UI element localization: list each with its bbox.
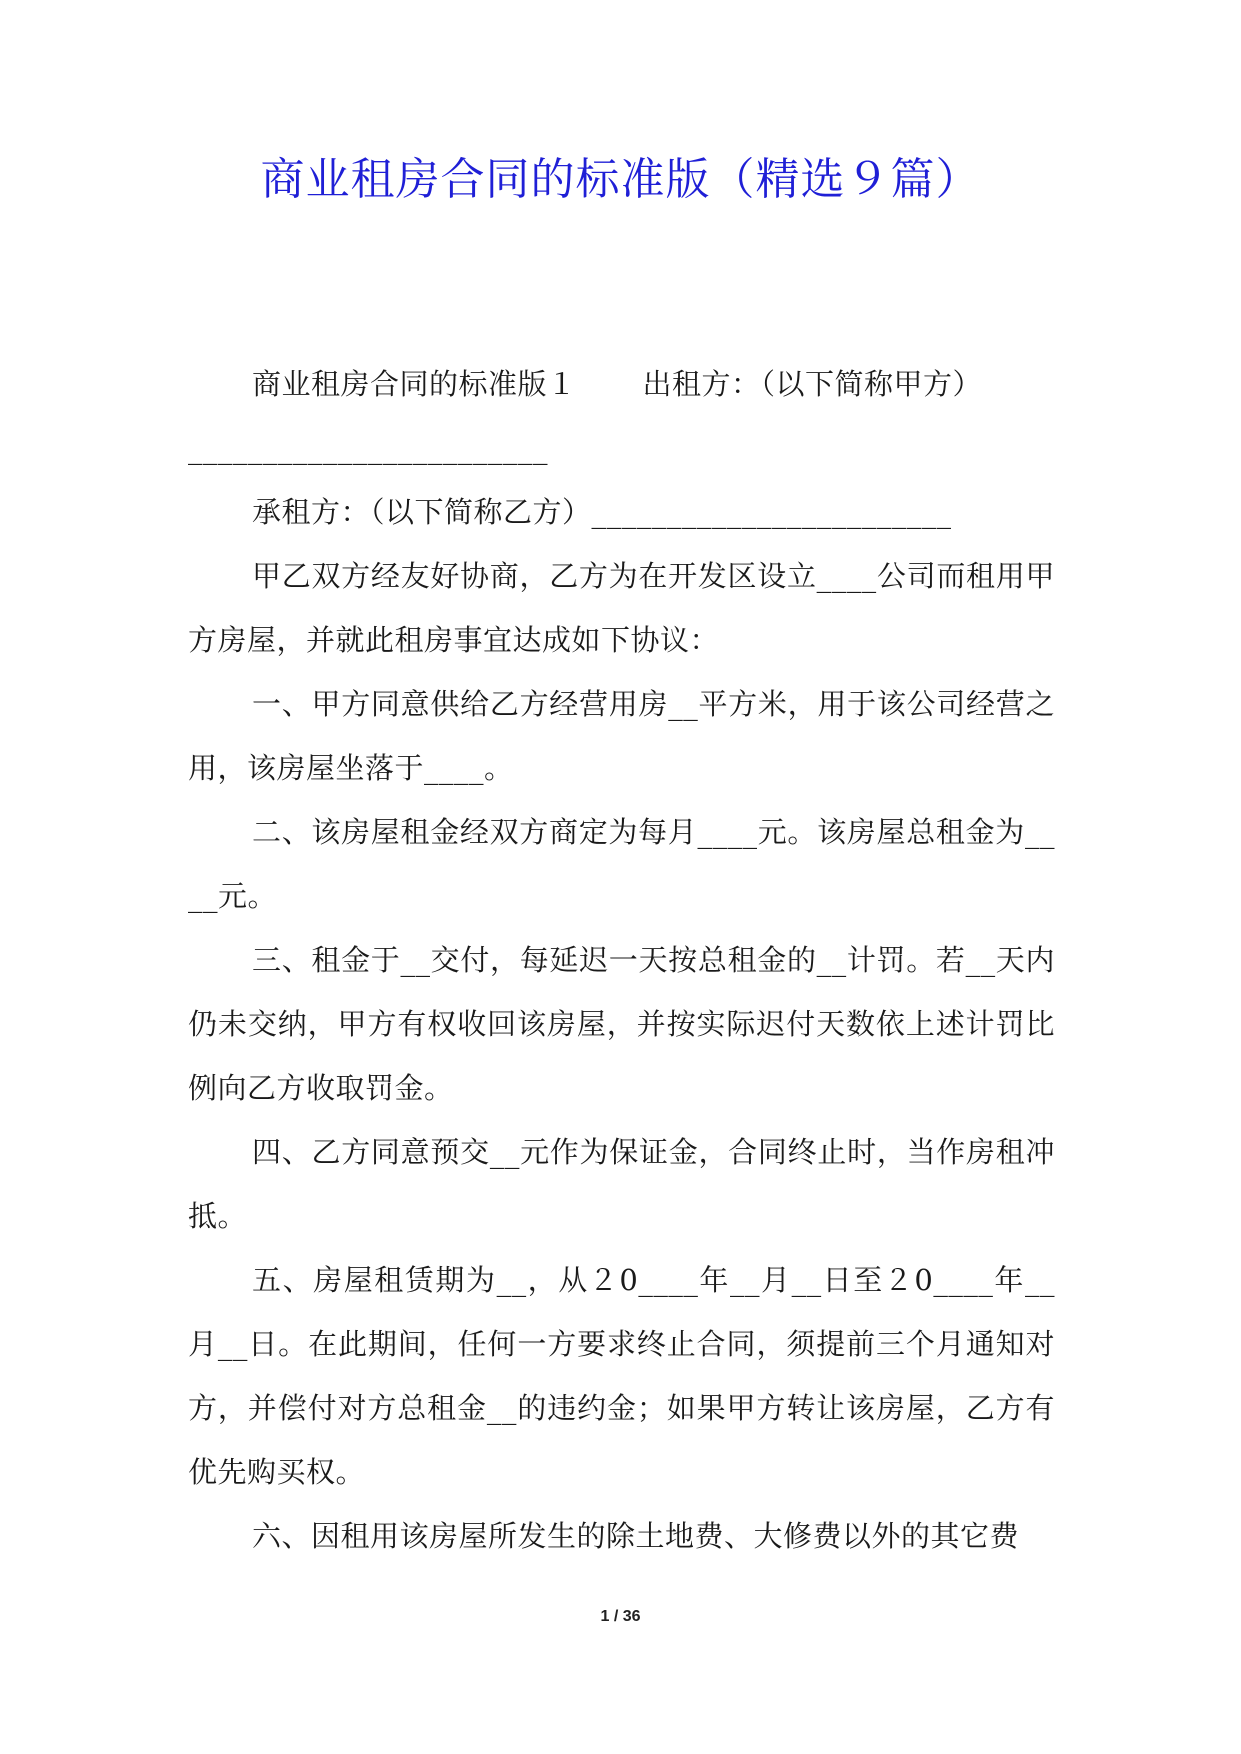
contract-heading-paragraph <box>188 352 1055 480</box>
lessor-blank: ________________________ <box>188 431 548 465</box>
contract-heading-label: 商业租房合同的标准版１ <box>252 367 577 401</box>
lessor-label: 出租方：（以下简称甲方） <box>642 367 983 401</box>
paragraph-clause-4: 四、乙方同意预交__元作为保证金，合同终止时，当作房租冲抵。 <box>188 1135 1055 1233</box>
paragraph-lessee: 承租方：（以下简称乙方）________________________ <box>252 495 952 529</box>
page-number: 1 / 36 <box>600 1608 641 1625</box>
paragraph-clause-2: 二、该房屋租金经双方商定为每月____元。该房屋总租金为____元。 <box>188 815 1055 913</box>
paragraph-clause-6: 六、因租用该房屋所发生的除土地费、大修费以外的其它费 <box>252 1519 1020 1553</box>
paragraph-preamble: 甲乙双方经友好协商，乙方为在开发区设立____公司而租用甲方房屋，并就此租房事宜达成如下协议： <box>188 559 1055 657</box>
document-body <box>188 352 1055 1568</box>
paragraph-clause-3: 三、租金于__交付，每延迟一天按总租金的__计罚。若__天内仍未交纳，甲方有权收回该房屋，并按实际迟付天数依上述计罚比例向乙方收取罚金。 <box>188 943 1055 1105</box>
paragraph-clause-5: 五、房屋租赁期为__，从２0____年__月__日至２0____年__月__日。在此期间，任何一方要求终止合同，须提前三个月通知对方，并偿付对方总租金__的违约金；如果甲方转让该房屋，乙方有优先购买权。 <box>188 1263 1055 1489</box>
document-title: 商业租房合同的标准版（精选９篇） <box>260 154 981 205</box>
paragraph-clause-1: 一、甲方同意供给乙方经营用房__平方米，用于该公司经营之用，该房屋坐落于____。 <box>188 687 1055 785</box>
